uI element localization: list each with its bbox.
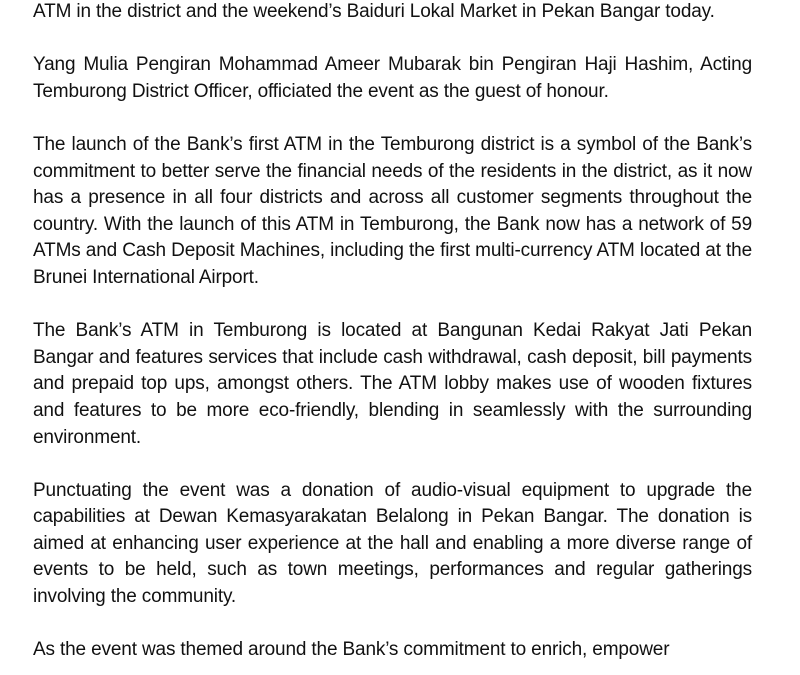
document-body: [33, 0, 752, 664]
paragraph-guest-of-honour: Yang Mulia Pengiran Mohammad Ameer Mubarak bin Pengiran Haji Hashim, Acting Temburong District Officer, officiated the event as the guest of honour.: [33, 54, 752, 102]
paragraph-atm-location: The Bank’s ATM in Temburong is located at Bangunan Kedai Rakyat Jati Pekan Bangar and features services that include cash withdrawal, cash deposit, bill payments and prepaid top ups, amongst others. The ATM lobby makes use of wooden fixtures and features to be more eco-friendly, blending in seamlessly with the surrounding environment.: [33, 320, 752, 448]
paragraph-atm-launch: The launch of the Bank’s first ATM in the Temburong district is a symbol of the Bank’s commitment to better serve the financial needs of the residents in the district, as it now has a presence in all four districts and across all customer segments throughout the country. With the launch of this ATM in Temburong, the Bank now has a network of 59 ATMs and Cash Deposit Machines, including the first multi-currency ATM located at the Brunei International Airport.: [33, 133, 752, 288]
paragraph-market-intro: ATM in the district and the weekend’s Baiduri Lokal Market in Pekan Bangar today.: [33, 1, 715, 22]
paragraph-donation: Punctuating the event was a donation of audio-visual equipment to upgrade the capabilities at Dewan Kemasyarakatan Belalong in Pekan Bangar. The donation is aimed at enhancing user experience at the hall and enabling a more diverse range of events to be held, such as town meetings, performances and regular gatherings involving the community.: [33, 479, 752, 608]
paragraph-event-theme-cutoff: As the event was themed around the Bank’s commitment to enrich, empower: [33, 639, 670, 661]
